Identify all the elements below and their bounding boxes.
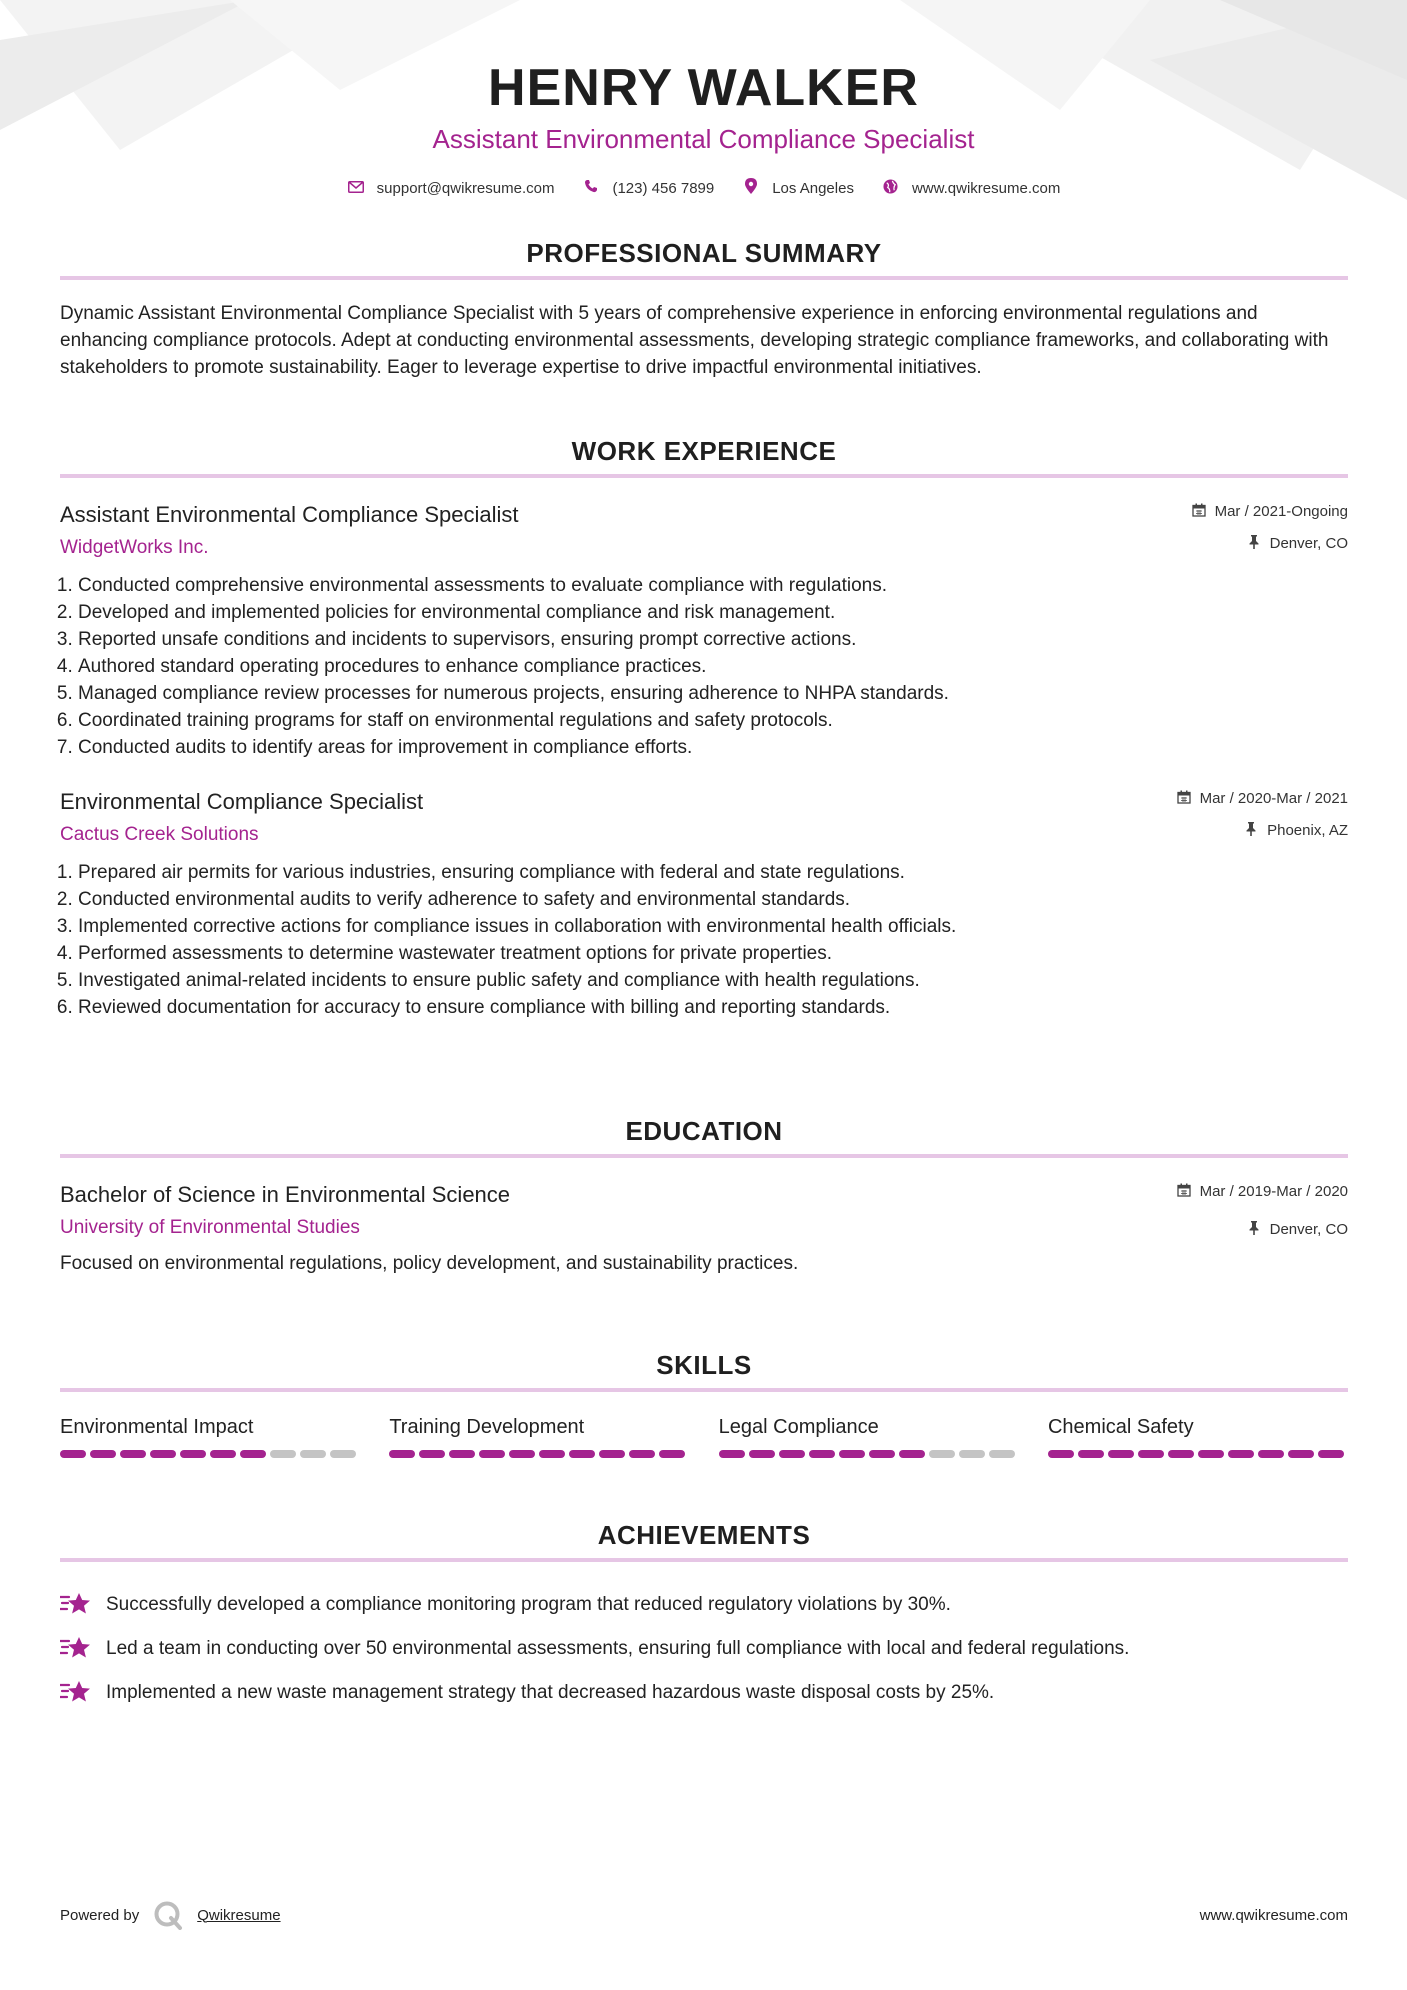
- job-dates: [1191, 502, 1348, 522]
- job-location-text: Denver, CO: [1269, 535, 1348, 552]
- list-item: 1. Conducted comprehensive environmental assessments to evaluate compliance with regulations.: [78, 572, 1348, 599]
- skill-level-bar: [60, 1450, 360, 1458]
- skill-name: Legal Compliance: [718, 1416, 879, 1438]
- achievement-item: [60, 1582, 1348, 1626]
- job-entry: [60, 787, 1348, 1021]
- powered-by: [60, 1900, 281, 1930]
- globe-icon: [882, 179, 900, 198]
- skill-level-segment: [629, 1450, 655, 1458]
- job-bullets: [60, 572, 1348, 761]
- skill-level-segment: [1198, 1450, 1224, 1458]
- skill-level-bar: [1048, 1450, 1348, 1458]
- skill-level-segment: [479, 1450, 505, 1458]
- skill-level-segment: [90, 1450, 116, 1458]
- section-divider: [60, 1388, 1348, 1392]
- skill-level-segment: [1078, 1450, 1104, 1458]
- skill-level-segment: [989, 1450, 1015, 1458]
- job-meta: [1176, 789, 1348, 841]
- skill-level-segment: [270, 1450, 296, 1458]
- skill-level-segment: [539, 1450, 565, 1458]
- skill-name: Chemical Safety: [1047, 1416, 1194, 1438]
- skill-level-segment: [569, 1450, 595, 1458]
- envelope-icon: [347, 180, 365, 197]
- job-title: Environmental Compliance Specialist: [60, 789, 424, 814]
- skill-item: [60, 1414, 360, 1458]
- skill-level-segment: [839, 1450, 865, 1458]
- education-dates-text: Mar / 2019-Mar / 2020: [1199, 1183, 1348, 1200]
- experience-heading: WORK EXPERIENCE: [571, 436, 837, 466]
- footer-website-link[interactable]: www.qwikresume.com: [1199, 1906, 1348, 1924]
- qwikresume-logo-icon: [153, 1900, 183, 1930]
- section-divider: [60, 276, 1348, 280]
- skill-level-bar: [389, 1450, 689, 1458]
- skill-level-segment: [509, 1450, 535, 1458]
- list-item: 5. Managed compliance review processes for numerous projects, ensuring adherence to NHPA standards.: [78, 680, 1348, 707]
- education-location: [1176, 1220, 1348, 1240]
- skill-level-segment: [1228, 1450, 1254, 1458]
- job-location: [1176, 821, 1348, 841]
- list-item: 3. Implemented corrective actions for compliance issues in collaboration with environmental health officials.: [78, 913, 1348, 940]
- job-location-text: Phoenix, AZ: [1267, 822, 1348, 839]
- skill-level-segment: [869, 1450, 895, 1458]
- job-dates-text: Mar / 2021-Ongoing: [1214, 503, 1348, 520]
- job-bullets: [60, 859, 1348, 1021]
- skill-level-segment: [389, 1450, 415, 1458]
- education-heading: EDUCATION: [625, 1116, 783, 1146]
- summary-heading: PROFESSIONAL SUMMARY: [526, 238, 882, 268]
- skill-level-segment: [749, 1450, 775, 1458]
- job-company: Cactus Creek Solutions: [60, 824, 259, 845]
- skill-level-segment: [779, 1450, 805, 1458]
- job-title: Assistant Environmental Compliance Specialist: [60, 502, 519, 527]
- degree-title: Bachelor of Science in Environmental Science: [60, 1182, 511, 1207]
- skill-name: Environmental Impact: [60, 1416, 254, 1438]
- pushpin-icon: [1243, 821, 1259, 841]
- list-item: 4. Authored standard operating procedures to enhance compliance practices.: [78, 653, 1348, 680]
- education-entry: [60, 1180, 1348, 1277]
- skill-level-segment: [899, 1450, 925, 1458]
- skill-level-segment: [210, 1450, 236, 1458]
- pushpin-icon: [1246, 534, 1262, 554]
- list-item: 7. Conducted audits to identify areas for improvement in compliance efforts.: [78, 734, 1348, 761]
- calendar-icon: [1176, 789, 1192, 809]
- skill-level-segment: [120, 1450, 146, 1458]
- shooting-star-icon: [60, 1634, 92, 1662]
- list-item: 6. Coordinated training programs for staff on environmental regulations and safety protocols.: [78, 707, 1348, 734]
- achievement-text: Implemented a new waste management strategy that decreased hazardous waste disposal costs by 25%.: [106, 1681, 995, 1703]
- skill-item: [719, 1414, 1019, 1458]
- job-dates-text: Mar / 2020-Mar / 2021: [1199, 790, 1348, 807]
- skill-level-segment: [1048, 1450, 1074, 1458]
- list-item: 1. Prepared air permits for various industries, ensuring compliance with federal and state regulations.: [78, 859, 1348, 886]
- list-item: 2. Conducted environmental audits to verify adherence to safety and environmental standards.: [78, 886, 1348, 913]
- job-location: [1191, 534, 1348, 554]
- powered-by-label: Powered by: [60, 1906, 140, 1924]
- contact-website[interactable]: [882, 179, 1060, 198]
- achievement-item: [60, 1670, 1348, 1714]
- skills-list: [60, 1414, 1348, 1458]
- skill-level-segment: [150, 1450, 176, 1458]
- experience-section: [60, 434, 1348, 1021]
- skill-name: Training Development: [389, 1416, 585, 1438]
- list-item: 6. Reviewed documentation for accuracy to ensure compliance with billing and reporting standards.: [78, 994, 1348, 1021]
- calendar-icon: [1191, 502, 1207, 522]
- candidate-role: Assistant Environmental Compliance Specialist: [432, 124, 975, 154]
- skill-level-segment: [300, 1450, 326, 1458]
- section-divider: [60, 474, 1348, 478]
- skill-level-segment: [180, 1450, 206, 1458]
- skill-level-segment: [959, 1450, 985, 1458]
- list-item: 3. Reported unsafe conditions and incidents to supervisors, ensuring prompt corrective actions.: [78, 626, 1348, 653]
- contact-email-text: support@qwikresume.com: [376, 179, 555, 197]
- contact-phone[interactable]: [582, 179, 714, 197]
- education-section: [60, 1114, 1348, 1277]
- achievement-item: [60, 1626, 1348, 1670]
- skill-level-segment: [659, 1450, 685, 1458]
- summary-text: Dynamic Assistant Environmental Compliance Specialist with 5 years of comprehensive experience in enforcing environmental regulations and enhancing compliance protocols. Adept at conducting environmental assessments, developing strategic compliance frameworks, and collaborating with stakeholders to promote sustainability. Eager to leverage expertise to drive impactful environmental initiatives.: [60, 303, 1329, 378]
- achievements-heading: ACHIEVEMENTS: [597, 1520, 811, 1550]
- contact-bar: [0, 178, 1407, 198]
- skill-level-segment: [929, 1450, 955, 1458]
- job-company: WidgetWorks Inc.: [60, 537, 209, 558]
- skill-level-segment: [719, 1450, 745, 1458]
- summary-section: [60, 236, 1348, 381]
- skill-level-segment: [1108, 1450, 1134, 1458]
- list-item: 4. Performed assessments to determine wastewater treatment options for private properties.: [78, 940, 1348, 967]
- job-entry: [60, 500, 1348, 761]
- list-item: 5. Investigated animal-related incidents to ensure public safety and compliance with health regulations.: [78, 967, 1348, 994]
- skill-level-segment: [330, 1450, 356, 1458]
- achievement-text: Successfully developed a compliance monitoring program that reduced regulatory violations by 30%.: [106, 1593, 951, 1615]
- resume-header: [0, 56, 1407, 198]
- skill-level-segment: [1288, 1450, 1314, 1458]
- skill-item: [1048, 1414, 1348, 1458]
- brand-link[interactable]: Qwikresume: [197, 1906, 281, 1924]
- education-description: Focused on environmental regulations, policy development, and sustainability practices.: [60, 1253, 799, 1274]
- page-footer: [60, 1900, 1348, 1930]
- calendar-icon: [1176, 1182, 1192, 1202]
- skill-level-segment: [1258, 1450, 1284, 1458]
- pushpin-icon: [1246, 1220, 1262, 1240]
- skill-level-segment: [419, 1450, 445, 1458]
- education-dates: [1176, 1182, 1348, 1202]
- map-pin-icon: [742, 178, 760, 198]
- contact-website-text: www.qwikresume.com: [911, 179, 1061, 197]
- skill-level-segment: [1168, 1450, 1194, 1458]
- section-divider: [60, 1558, 1348, 1562]
- achievement-text: Led a team in conducting over 50 environmental assessments, ensuring full compliance with local and federal regulations.: [106, 1637, 1130, 1659]
- skill-level-segment: [1318, 1450, 1344, 1458]
- contact-location: [742, 178, 854, 198]
- section-divider: [60, 1154, 1348, 1158]
- skill-level-segment: [60, 1450, 86, 1458]
- skill-level-segment: [599, 1450, 625, 1458]
- shooting-star-icon: [60, 1678, 92, 1706]
- skill-level-segment: [809, 1450, 835, 1458]
- contact-location-text: Los Angeles: [772, 179, 854, 197]
- skill-level-segment: [1138, 1450, 1164, 1458]
- job-meta: [1191, 502, 1348, 554]
- achievements-list: [60, 1582, 1348, 1714]
- shooting-star-icon: [60, 1590, 92, 1618]
- education-meta: [1176, 1182, 1348, 1240]
- skills-heading: SKILLS: [656, 1350, 752, 1380]
- list-item: 2. Developed and implemented policies for environmental compliance and risk management.: [78, 599, 1348, 626]
- skill-level-segment: [449, 1450, 475, 1458]
- candidate-name: HENRY WALKER: [488, 59, 919, 117]
- skill-item: [389, 1414, 689, 1458]
- school-name: University of Environmental Studies: [60, 1217, 360, 1238]
- skill-level-bar: [719, 1450, 1019, 1458]
- education-location-text: Denver, CO: [1269, 1221, 1348, 1238]
- skill-level-segment: [240, 1450, 266, 1458]
- contact-email[interactable]: [347, 180, 555, 197]
- skills-section: [60, 1348, 1348, 1458]
- job-dates: [1176, 789, 1348, 809]
- phone-icon: [582, 179, 600, 197]
- achievements-section: [60, 1518, 1348, 1714]
- contact-phone-text: (123) 456 7899: [612, 179, 715, 197]
